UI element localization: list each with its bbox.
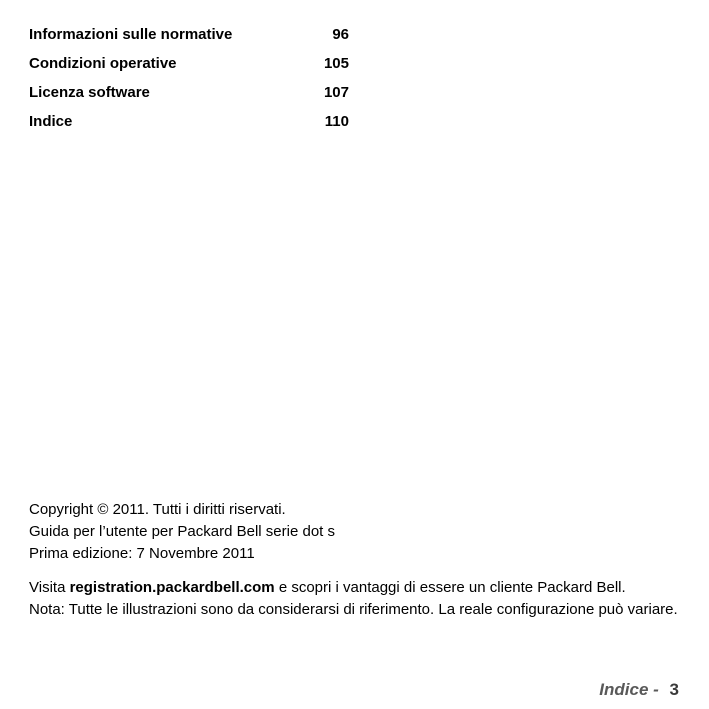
footer-section-label: Indice [599, 680, 649, 699]
toc-entry-licenza[interactable] [29, 82, 349, 111]
toc-entry-title: Informazioni sulle normative [29, 26, 233, 43]
page-number: 3 [669, 680, 679, 699]
visit-suffix: e scopri i vantaggi di essere un cliente Packard Bell. [274, 579, 626, 596]
toc-entry-page: 110 [324, 113, 349, 130]
toc-entry-condizioni[interactable] [29, 53, 349, 82]
toc-entry-title: Indice [29, 113, 73, 130]
page-footer [599, 678, 679, 702]
edition-line: Prima edizione: 7 Novembre 2011 [29, 545, 255, 562]
guide-title-line: Guida per l’utente per Packard Bell serie dot s [29, 523, 335, 540]
copyright-block [29, 499, 689, 621]
registration-link[interactable]: registration.packardbell.com [69, 579, 275, 596]
spacer [29, 565, 689, 577]
illustration-note: Nota: Tutte le illustrazioni sono da considerarsi di riferimento. La reale configurazione può variare. [29, 601, 678, 618]
visit-prefix: Visita [29, 579, 70, 596]
footer-separator: - [648, 680, 664, 699]
toc-entry-page: 96 [332, 26, 349, 43]
toc-entry-normative[interactable] [29, 24, 349, 53]
toc-entry-page: 105 [323, 55, 349, 72]
toc-entry-page: 107 [323, 84, 349, 101]
toc-entry-indice[interactable] [29, 111, 349, 140]
table-of-contents [29, 24, 349, 140]
copyright-line: Copyright © 2011. Tutti i diritti riservati. [29, 501, 286, 518]
registration-notice [29, 577, 689, 599]
toc-entry-title: Condizioni operative [29, 55, 177, 72]
toc-entry-title: Licenza software [29, 84, 150, 101]
